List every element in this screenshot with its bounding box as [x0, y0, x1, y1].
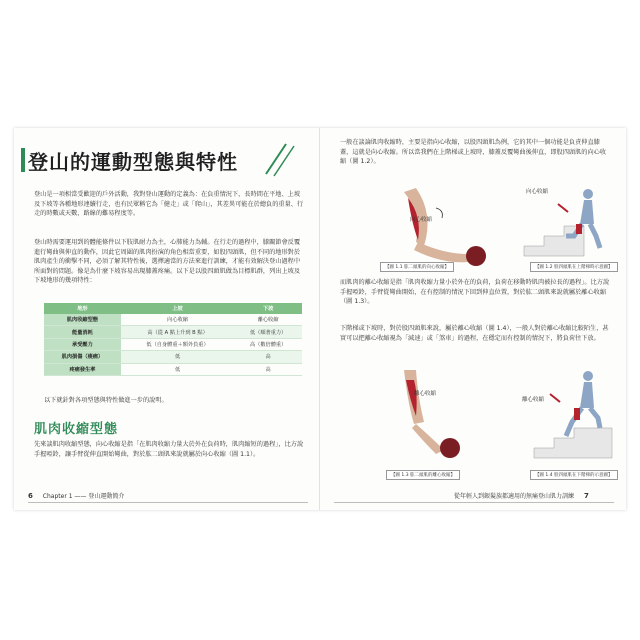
table-cell: 肌肉損傷（痠痛） — [44, 351, 121, 363]
left-footer — [28, 491, 124, 500]
fig1-caption: 【圖 1.1 肱二頭肌的向心收縮】 — [380, 262, 454, 272]
fig4-caption: 【圖 1.4 股四頭肌在下階梯的示意圖】 — [530, 470, 618, 480]
fig4-label: 離心收縮 — [522, 397, 545, 403]
table-header: 上坡 — [121, 303, 234, 314]
table-header: 地形 — [44, 303, 121, 314]
chapter-label: Chapter 1 —— 登山運動簡介 — [42, 493, 125, 500]
arm-eccentric-illustration — [374, 364, 504, 464]
section-subtitle: 肌肉收縮型態 — [34, 422, 119, 437]
table-row — [44, 351, 302, 363]
table-row — [44, 338, 302, 350]
terrain-table — [44, 303, 302, 376]
page-gutter — [319, 128, 320, 510]
table-cell: 高（從 A 點上升到 B 點） — [121, 326, 234, 338]
fig2-label: 向心收縮 — [526, 189, 549, 195]
table-cell: 低（自身體重＋額外負重） — [121, 338, 234, 350]
fig3-caption: 【圖 1.3 肱二頭肌的離心收縮】 — [386, 470, 460, 480]
table-cell: 疼痛發生率 — [44, 363, 121, 375]
table-cell: 能量消耗 — [44, 326, 121, 338]
intro-paragraph: 登山是一項相當受歡迎的戶外活動，我對登山運動的定義為：在負重情況下，長時間在平地、上坡及下坡等各種地形連續行走，也有民眾稱它為「健走」或「爬山」，其差異可能在於總負的重量、行走的時數或天數，路線的難易程度等。 — [34, 191, 304, 218]
table-cell: 肌肉收縮型態 — [44, 314, 121, 326]
concentric-paragraph: 一般在談論肌肉收縮時，主要是指向心收縮，以股四頭肌為例，它的其中一個功能是負責伸直膝蓋，這就是向心收縮。所以當我們在上階梯或上坡時，膝蓋反覆彎曲後伸直，即股四頭肌的向心收縮（圖 1.2）。 — [340, 139, 607, 166]
footer-rule — [28, 502, 308, 503]
stairs-down-illustration — [514, 364, 622, 464]
page-number: 7 — [583, 492, 589, 500]
table-cell: 低 — [121, 363, 234, 375]
table-cell: 承受壓力 — [44, 338, 121, 350]
table-cell: 低（順著重力） — [234, 326, 302, 338]
table-cell: 離心收縮 — [234, 314, 302, 326]
fig2-caption: 【圖 1.2 股四頭肌在上階梯時示意圖】 — [530, 262, 618, 272]
title-decoration-icon — [262, 138, 302, 178]
table-row — [44, 326, 302, 338]
footer-rule — [334, 502, 614, 503]
table-cell: 高 — [234, 363, 302, 375]
book-title-label: 從年輕人到銀髮族都適用的無痛登山肌力訓練 — [454, 493, 575, 500]
fig3-label: 離心收縮 — [414, 391, 437, 397]
contraction-paragraph: 先來談肌肉收縮型態，向心收縮是指「在肌肉收縮力量大於外在負荷時，肌肉縮短的過程」，比方說手握啞鈴，讓手臂從伸直開始彎曲，對於肱二頭肌來說就屬於向心收縮（圖 1.1）。 — [34, 441, 304, 458]
arm-concentric-illustration — [364, 184, 504, 274]
table-cell: 低 — [121, 351, 234, 363]
fig1-label: 向心收縮 — [410, 217, 433, 223]
right-footer — [454, 491, 589, 500]
table-header: 下坡 — [234, 303, 302, 314]
table-row — [44, 314, 302, 326]
fitness-paragraph: 登山時需要運用到的體能條件以下肢肌耐力為主，心肺能力為輔。在行走的過程中，膝關節會反覆進行彎曲與伸直的動作，因此它周圍的肌肉扮演的角色相當重要，如股四頭肌，但不同的地形對於肌肉產生的衝擊不同，必須了解其特性後，選擇適當的方法來進行訓練，才能有效解決登山過程中所面對的問題。像是為什麼下坡容易出現膝蓋疼痛。以下是以股四頭肌做為目標肌群，列出上坡及下坡地形的幾項特性： — [34, 239, 301, 285]
downhill-paragraph: 下階梯或下坡時，對於股四頭肌來說，屬於離心收縮（圖 1.4），一般人對於離心收縮比較陌生，甚實可以把離心收縮視為「減速」或「煞車」的過程，在穩定而有控制的情況下，將負荷往下放。 — [340, 325, 609, 342]
chapter-title: 登山的運動型態與特性 — [28, 150, 238, 174]
book-spread — [14, 128, 626, 510]
table-cell: 高（數倍體重） — [234, 338, 302, 350]
eccentric-paragraph: 而肌肉的離心收縮是指「肌肉收縮力量小於外在的負荷，負荷在移動時肌肉被拉長的過程」。比方說手握啞鈴，手臂從彎曲開始，在有控制的情況下回到伸直位置，對於肱二頭肌來說就屬於離心收縮（圖 1.3）。 — [340, 279, 610, 306]
table-cell: 向心收縮 — [121, 314, 234, 326]
title-accent-bar — [21, 148, 25, 172]
table-cell: 高 — [234, 351, 302, 363]
table-row — [44, 363, 302, 375]
transition-paragraph: 以下就針對各項型態與特性做進一步的說明。 — [44, 397, 168, 404]
page-number: 6 — [28, 492, 33, 500]
